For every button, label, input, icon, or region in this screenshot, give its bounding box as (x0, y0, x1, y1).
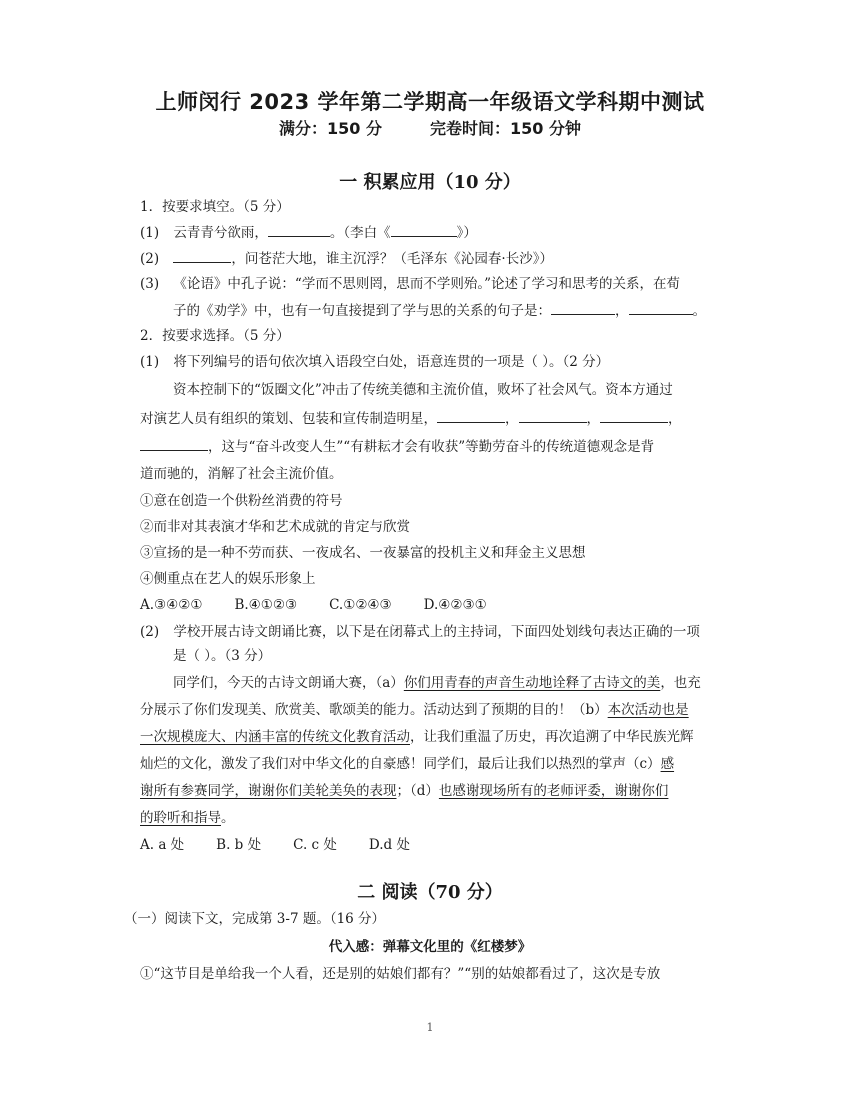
speech-line: 灿烂的文化，激发了我们对中华文化的自豪感！同学们，最后让我们以热烈的掌声（c）感 (140, 756, 675, 772)
underlined-sentence-b: 一次规模庞大、内涵丰富的传统文化教育活动 (140, 729, 410, 745)
choice-d[interactable]: D.④②③① (423, 597, 487, 613)
fill-blank[interactable] (437, 408, 505, 423)
fill-blank[interactable] (140, 436, 208, 451)
section2-heading: 二 阅读（70 分） (357, 882, 503, 903)
q1-item2: (2) ，问苍茫大地，谁主沉浮？（毛泽东《沁园春·长沙》） (140, 248, 553, 269)
underlined-sentence-d: 的聆听和指导 (140, 810, 221, 826)
fill-blank[interactable] (391, 222, 457, 237)
choice-d[interactable]: D.d 处 (368, 837, 410, 853)
exam-time: 完卷时间：150 分钟 (430, 119, 581, 138)
reading-part1-stem: （一）阅读下文，完成第 3-7 题。（16 分） (124, 911, 386, 927)
fill-blank[interactable] (629, 300, 693, 315)
exam-subtitle (0, 116, 860, 139)
q1-item1: (1) 云青青兮欲雨， 。（李白《 》） (140, 222, 477, 243)
fill-blank[interactable] (600, 408, 668, 423)
option-3: ③宣扬的是一种不劳而获、一夜成名、一夜暴富的投机主义和拜金主义思想 (140, 545, 586, 561)
passage-line: 对演艺人员有组织的策划、包装和宣传制造明星， ， ， ， (140, 408, 682, 429)
speech-line: 谢所有参赛同学，谢谢你们美轮美奂的表现；（d）也感谢现场所有的老师评委，谢谢你们 (140, 783, 669, 799)
speech-line: 一次规模庞大、内涵丰富的传统文化教育活动，让我们重温了历史，再次追溯了中华民族光辉 (140, 729, 694, 745)
choice-c[interactable]: C.①②④③ (329, 597, 392, 613)
choice-a[interactable]: A.③④②① (140, 597, 203, 613)
fill-blank[interactable] (173, 248, 231, 263)
passage-line: 资本控制下的“饭圈文化”冲击了传统美德和主流价值，败坏了社会风气。资本方通过 (173, 382, 673, 398)
article-paragraph-1: ①“这节目是单给我一个人看，还是别的姑娘们都有？”“别的姑娘都看过了，这次是专放 (140, 966, 661, 982)
answer-choices-2 (140, 835, 442, 855)
exam-title: 上师闵行 2023 学年第二学期高一年级语文学科期中测试 (155, 90, 705, 114)
underlined-sentence-b: 本次活动也是 (607, 702, 689, 718)
passage-line: ，这与“奋斗改变人生”“有耕耘才会有收获”等勤劳奋斗的传统道德观念是背 (140, 436, 654, 457)
underlined-sentence-c: 谢所有参赛同学，谢谢你们美轮美奂的表现 (140, 783, 397, 799)
speech-line: 同学们，今天的古诗文朗诵大赛，（a）你们用青春的声音生动地诠释了古诗文的美，也充 (173, 675, 701, 691)
article-title: 代入感：弹幕文化里的《红楼梦》 (328, 939, 532, 955)
choice-b[interactable]: B.④①②③ (234, 597, 298, 613)
underlined-sentence-d: 也感谢现场所有的老师评委，谢谢你们 (438, 783, 669, 799)
q1-item3: (3) 《论语》中孔子说：“学而不思则罔，思而不学则殆。”论述了学习和思考的关系，在荀 (140, 276, 680, 292)
full-score: 满分：150 分 (279, 119, 382, 138)
underlined-sentence-a: 你们用青春的声音生动地诠释了古诗文的美 (403, 675, 661, 691)
item-number: (1) (140, 354, 160, 370)
underlined-sentence-c: 感 (660, 756, 675, 772)
fill-blank[interactable] (268, 222, 330, 237)
item-number: (1) (140, 225, 160, 241)
q2-part1-question: (1) 将下列编号的语句依次填入语段空白处，语意连贯的一项是（ ）。（2 分） (140, 354, 610, 370)
q1-item3-cont: 子的《劝学》中，也有一句直接提到了学与思的关系的句子是： ， 。 (173, 300, 706, 321)
q2-part2-question-cont: 是（ ）。（3 分） (173, 648, 272, 664)
fill-blank[interactable] (551, 300, 615, 315)
section1-heading: 一 积累应用（10 分） (339, 172, 521, 193)
passage-line: 道而驰的，消解了社会主流价值。 (140, 466, 343, 482)
option-1: ①意在创造一个供粉丝消费的符号 (140, 493, 343, 509)
q1-stem: 1．按要求填空。（5 分） (140, 199, 290, 215)
q2-part2-question: (2) 学校开展古诗文朗诵比赛，以下是在闭幕式上的主持词，下面四处划线句表达正确的一项 (140, 624, 700, 640)
item-number: (3) (140, 276, 160, 292)
answer-choices-1 (140, 595, 519, 615)
item-number: (2) (140, 624, 160, 640)
fill-blank[interactable] (519, 408, 587, 423)
option-2: ②而非对其表演才华和艺术成就的肯定与欣赏 (140, 519, 410, 535)
choice-a[interactable]: A. a 处 (140, 837, 185, 853)
choice-b[interactable]: B. b 处 (216, 837, 262, 853)
page-number: 1 (426, 1021, 434, 1034)
item-number: (2) (140, 251, 160, 267)
speech-line: 的聆听和指导。 (140, 810, 235, 826)
q2-stem: 2．按要求选择。（5 分） (140, 328, 290, 344)
speech-line: 分展示了你们发现美、欣赏美、歌颂美的能力。活动达到了预期的目的！（b）本次活动也是 (140, 702, 689, 718)
choice-c[interactable]: C. c 处 (293, 837, 337, 853)
option-4: ④侧重点在艺人的娱乐形象上 (140, 571, 316, 587)
